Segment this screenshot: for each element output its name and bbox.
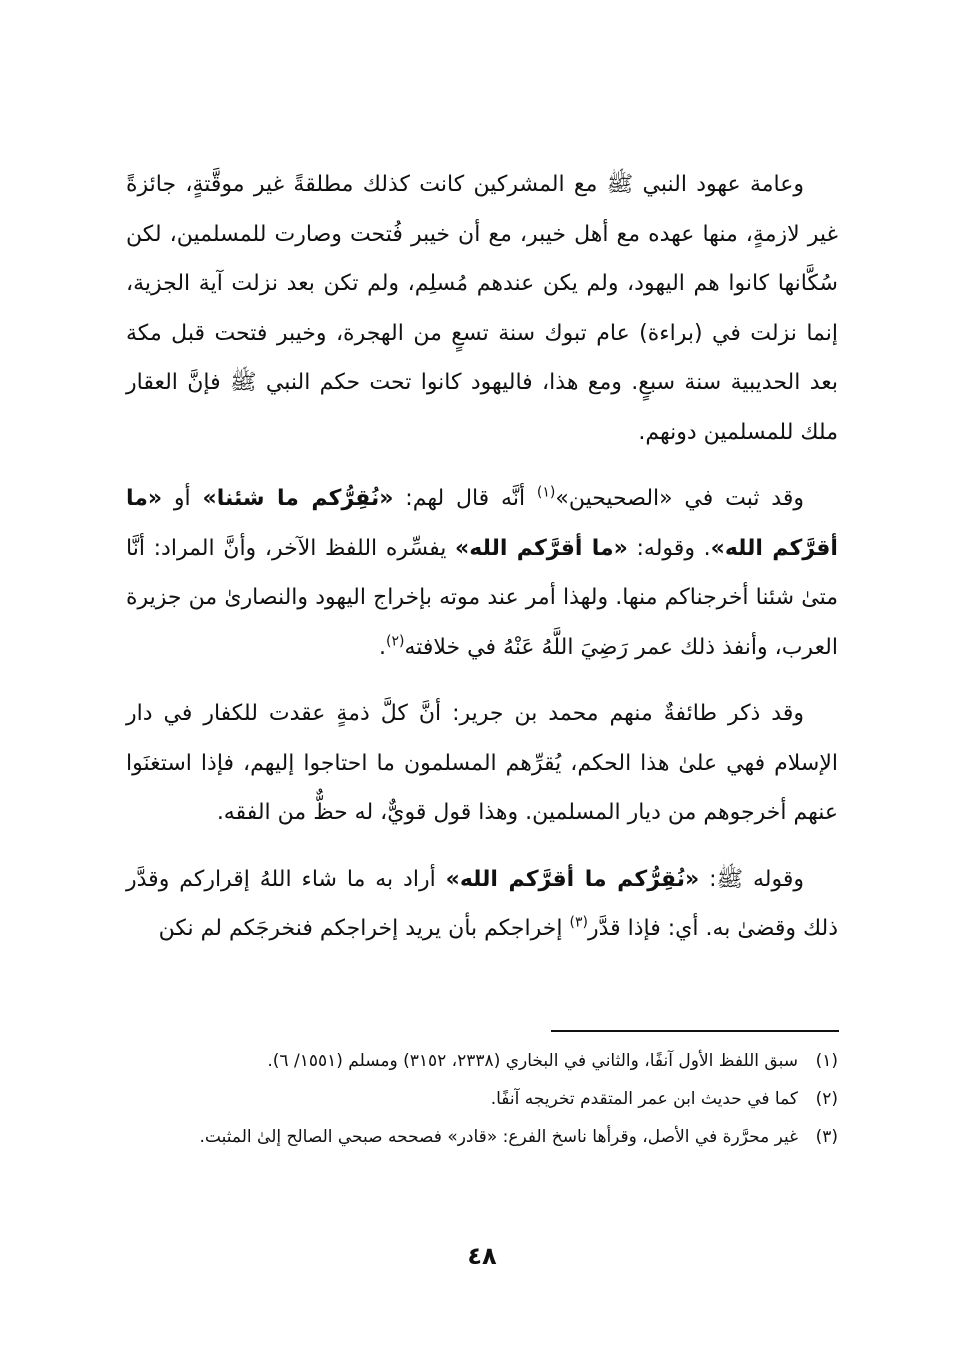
footnote-2 bbox=[126, 1082, 838, 1117]
footnote-ref-2[interactable]: (٢) bbox=[386, 633, 405, 650]
footnote-1 bbox=[126, 1044, 838, 1079]
footnote-text: كما في حديث ابن عمر المتقدم تخريجه آنفًا. bbox=[490, 1089, 798, 1109]
hadith-quote-1: «نُقِرُّكم ما شئنا» bbox=[202, 486, 394, 511]
footnote-text: سبق اللفظ الأول آنفًا، والثاني في البخاري (٢٣٣٨، ٣١٥٢) ومسلم (١٥٥١/ ٦). bbox=[267, 1051, 798, 1071]
paragraph-2-text-2: أنَّه قال لهم: bbox=[393, 486, 537, 511]
footnote-number: (٢) bbox=[815, 1089, 838, 1109]
main-text bbox=[126, 160, 838, 971]
footnote-text: غير محرَّرة في الأصل، وقرأها ناسخ الفرع: «قادر» فصححه صبحي الصالح إلىٰ المثبت. bbox=[199, 1127, 798, 1147]
hadith-quote-2: «ما أقرَّكم الله» bbox=[126, 486, 838, 561]
hadith-quote-4: «نُقِرُّكم ما أقرَّكم الله» bbox=[445, 866, 700, 892]
paragraph-2-text-4: . وقوله: bbox=[627, 535, 711, 561]
footnote-ref-1[interactable]: (١) bbox=[536, 484, 556, 501]
paragraph-2-text-1: وقد ثبت في «الصحيحين» bbox=[555, 486, 804, 511]
footnote-number: (١) bbox=[815, 1051, 838, 1071]
footnote-divider bbox=[551, 1030, 839, 1032]
footnote-3 bbox=[126, 1120, 838, 1155]
paragraph-2-text-3: أو bbox=[162, 486, 203, 511]
footnotes bbox=[126, 1044, 838, 1158]
paragraph-4-text-3: إخراجكم بأن يريد إخراجكم فنخرجَكم لم نكن bbox=[158, 916, 570, 941]
footnote-ref-3[interactable]: (٣) bbox=[569, 914, 588, 931]
page-number: ٤٨ bbox=[467, 1242, 497, 1270]
paragraph-1: وعامة عهود النبي ﷺ مع المشركين كانت كذلك مطلقةً غير موقَّتةٍ، جائزةً غير لازمةٍ، منها عهده مع أهل خيبر، مع أن خيبر فُتحت وصارت للمسلمين، لكن سُكَّانها كانوا هم اليهود، ولم يكن عندهم مُسلِم، ولم تكن بعد نزلت آية الجزية، إنما نزلت في (براءة) عام تبوك سنة تسعٍ من الهجرة، وخيبر فتحت قبل مكة بعد الحديبية سنة سبعٍ. ومع هذا، فاليهود كانوا تحت حكم النبي ﷺ فإنَّ العقار ملك للمسلمين دونهم. bbox=[126, 172, 838, 445]
paragraph-3: وقد ذكر طائفةٌ منهم محمد بن جرير: أنَّ كلَّ ذمةٍ عقدت للكفار في دار الإسلام فهي علىٰ هذا الحكم، يُقرِّهم المسلمون ما احتاجوا إليهم، فإذا استغنَوا عنهم أخرجوهم من ديار المسلمين. وهذا قول قويٌّ، له حظٌّ من الفقه. bbox=[126, 701, 838, 825]
paragraph-4-text-1: وقوله ﷺ: bbox=[699, 866, 804, 892]
paragraph-2-text-5: يفسِّره اللفظ الآخر، وأنَّ المراد: أنَّا متىٰ شئنا أخرجناكم منها. ولهذا أمر عند موته بإخراج اليهود والنصارىٰ من جزيرة العرب، وأنفذ ذلك عمر رَضِيَ اللَّهُ عَنْهُ في خلافته bbox=[126, 535, 838, 660]
paragraph-2-text-6: . bbox=[379, 634, 387, 660]
paragraph-4 bbox=[126, 855, 838, 954]
paragraph-4-text-2: أراد به ما شاء اللهُ إقراركم وقدَّر ذلك وقضىٰ به. أي: فإذا قدَّر bbox=[126, 866, 838, 941]
hadith-quote-3: «ما أقرَّكم الله» bbox=[455, 535, 628, 561]
footnote-number: (٣) bbox=[815, 1127, 838, 1147]
paragraph-2 bbox=[126, 474, 838, 672]
